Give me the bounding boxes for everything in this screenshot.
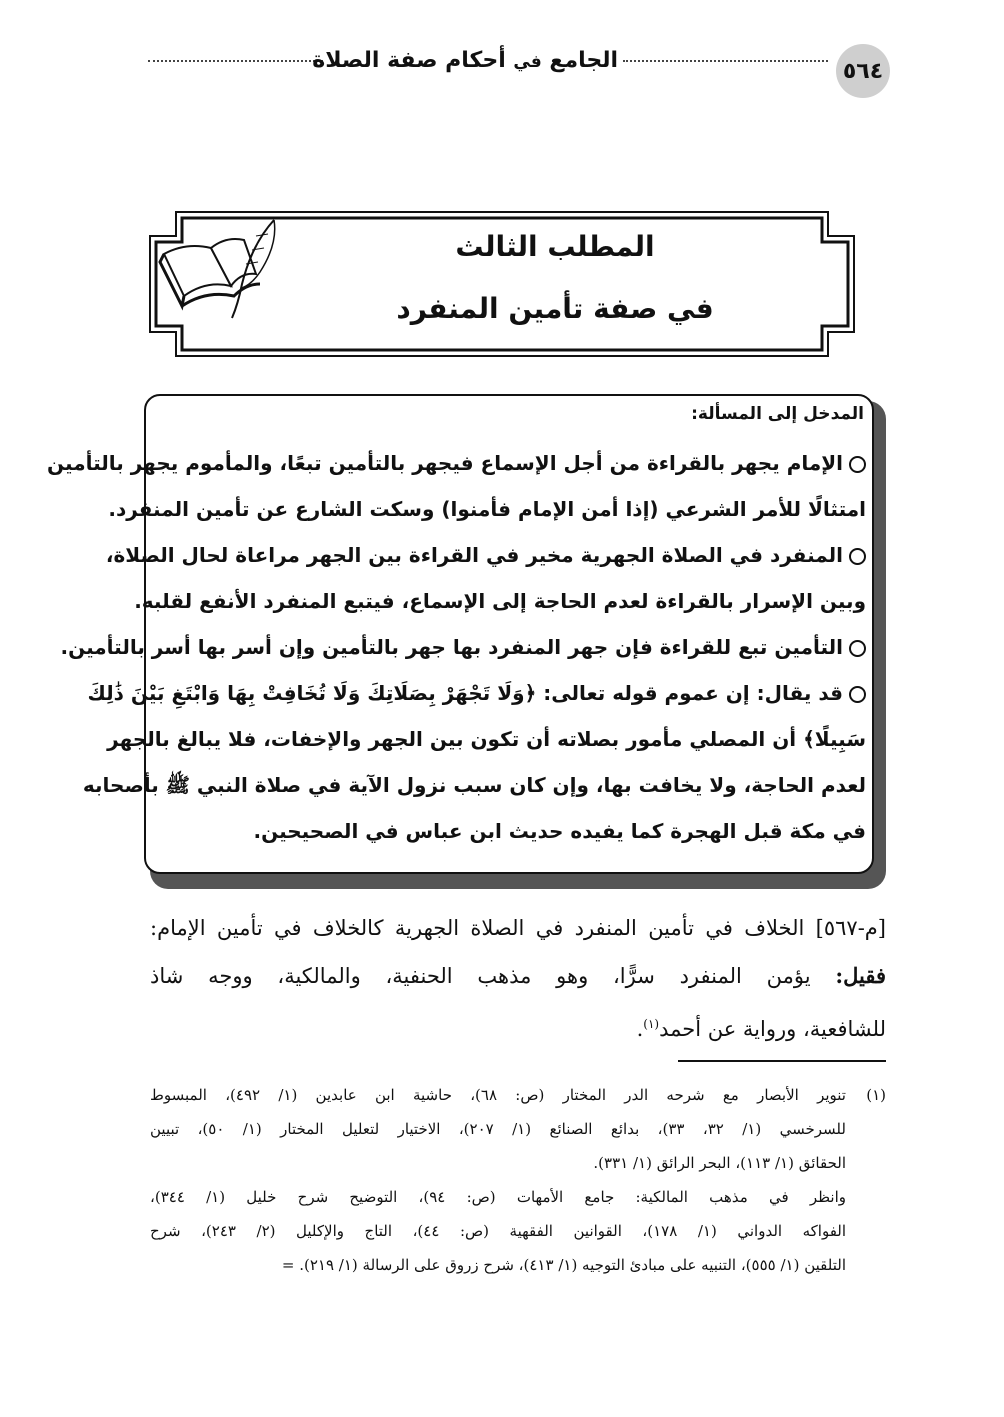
intro-line	[87, 670, 866, 716]
main-line-text: [م-٥٦٧] الخلاف في تأمين المنفرد في الصلاة الجهرية كالخلاف في تأمين الإمام:	[150, 916, 886, 940]
intro-line-text: قد يقال: إن عموم قوله تعالى: ﴿وَلَا تَجْهَرْ بِصَلَاتِكَ وَلَا تُخَافِتْ بِهَا وَابْتَغِ بَيْنَ ذَٰلِكَ	[87, 681, 843, 705]
footnote-marker: (١)	[866, 1086, 886, 1104]
footnote-line	[150, 1214, 886, 1248]
circle-bullet-icon	[849, 548, 866, 565]
intro-heading: المدخل إلى المسألة:	[691, 404, 864, 424]
footnote-line-text: للسرخسي (١/ ٣٢، ٣٣)، بدائع الصنائع (١/ ٢٠٧)، الاختيار لتعليل المختار (١/ ٥٠)، تبيين	[150, 1120, 846, 1138]
intro-line-text: وبين الإسرار بالقراءة لعدم الحاجة إلى الإسماع، فيتبع المنفرد الأنفع لقلبه.	[134, 589, 866, 613]
header-dots-left	[148, 60, 323, 62]
footnote-divider	[678, 1060, 886, 1062]
footnote-line-text: وانظر في مذهب المالكية: جامع الأمهات (ص: ٩٤)، التوضيح شرح خليل (١/ ٣٤٤)،	[150, 1188, 847, 1206]
circle-bullet-icon	[849, 456, 866, 473]
main-line-text: يؤمن المنفرد سرًّا، وهو مذهب الحنفية، والمالكية، ووجه شاذ	[150, 964, 811, 988]
footnote-line	[150, 1248, 886, 1282]
book-quill-icon	[156, 214, 286, 324]
intro-line-text: لعدم الحاجة، ولا يخافت بها، وإن كان سبب نزول الآية في صلاة النبي ﷺ بأصحابه	[82, 773, 866, 797]
intro-line-text: المنفرد في الصلاة الجهرية مخير في القراءة بين الجهر مراعاة لحال الصلاة،	[105, 543, 843, 567]
main-line	[150, 1000, 886, 1048]
main-line-end: .	[636, 1017, 644, 1041]
footnote-line-text: الفواكه الدواني (١/ ١٧٨)، القوانين الفقهية (ص: ٤٤)، التاج والإكليل (٢/ ٢٤٣)، شرح	[150, 1222, 847, 1240]
circle-bullet-icon	[849, 686, 866, 703]
section-subtitle: في صفة تأمين المنفرد	[396, 292, 714, 325]
intro-line	[158, 808, 866, 854]
intro-line	[47, 440, 866, 486]
header-dots-right	[623, 60, 828, 62]
section-title: المطلب الثالث	[455, 230, 655, 263]
intro-line-text: سَبِيلًا﴾ أن المصلي مأمور بصلاته أن تكون بين الجهر والإخفات، فلا يبالغ بالجهر	[107, 727, 866, 751]
main-text	[150, 904, 886, 1048]
footnote-line-text: تنوير الأبصار مع شرحه الدر المختار (ص: ٦٨)، حاشية ابن عابدين (١/ ٤٩٢)، المبسوط	[150, 1086, 846, 1104]
footnote-line-text: الحقائق (١/ ١١٣)، البحر الرائق (١/ ٣٣١).	[593, 1154, 846, 1172]
intro-line-text: في مكة قبل الهجرة كما يفيده حديث ابن عباس في الصحيحين.	[253, 819, 866, 843]
intro-line	[82, 762, 866, 808]
page-number: ٥٦٤	[836, 44, 890, 98]
main-line-text: للشافعية، ورواية عن أحمد	[659, 1017, 886, 1041]
footnote-line	[150, 1078, 886, 1112]
intro-text	[47, 440, 866, 854]
footnote-ref[interactable]: (١)	[643, 1017, 660, 1031]
intro-line-text: التأمين تبع للقراءة فإن جهر المنفرد بها جهر بالتأمين وإن أسر بها أسر بالتأمين.	[60, 635, 843, 659]
intro-line	[134, 578, 866, 624]
book-title	[312, 48, 618, 73]
main-line	[150, 904, 886, 952]
main-line	[150, 952, 886, 1000]
intro-line	[107, 716, 866, 762]
intro-line	[105, 532, 866, 578]
footnotes	[150, 1078, 886, 1282]
intro-line	[60, 624, 866, 670]
book-title-rest: أحكام صفة الصلاة	[312, 48, 506, 73]
book-title-main: الجامع	[549, 48, 618, 73]
intro-line-text: الإمام يجهر بالقراءة من أجل الإسماع فيجهر بالتأمين تبعًا، والمأموم يجهر بالتأمين	[47, 451, 843, 475]
intro-line-text: امتثالًا للأمر الشرعي (إذا أمن الإمام فأمنوا) وسكت الشارع عن تأمين المنفرد.	[108, 497, 866, 521]
book-title-small: في	[513, 52, 542, 72]
footnote-line	[150, 1180, 886, 1214]
footnote-line-text: التلقين (١/ ٥٥٥)، التنبيه على مبادئ التوجيه (١/ ٤١٣)، شرح زروق على الرسالة (١/ ٢١٩). =	[281, 1256, 846, 1274]
circle-bullet-icon	[849, 640, 866, 657]
footnote-line	[150, 1146, 886, 1180]
opinion-term: فقيل:	[835, 963, 886, 988]
footnote-line	[150, 1112, 886, 1146]
intro-line	[108, 486, 866, 532]
